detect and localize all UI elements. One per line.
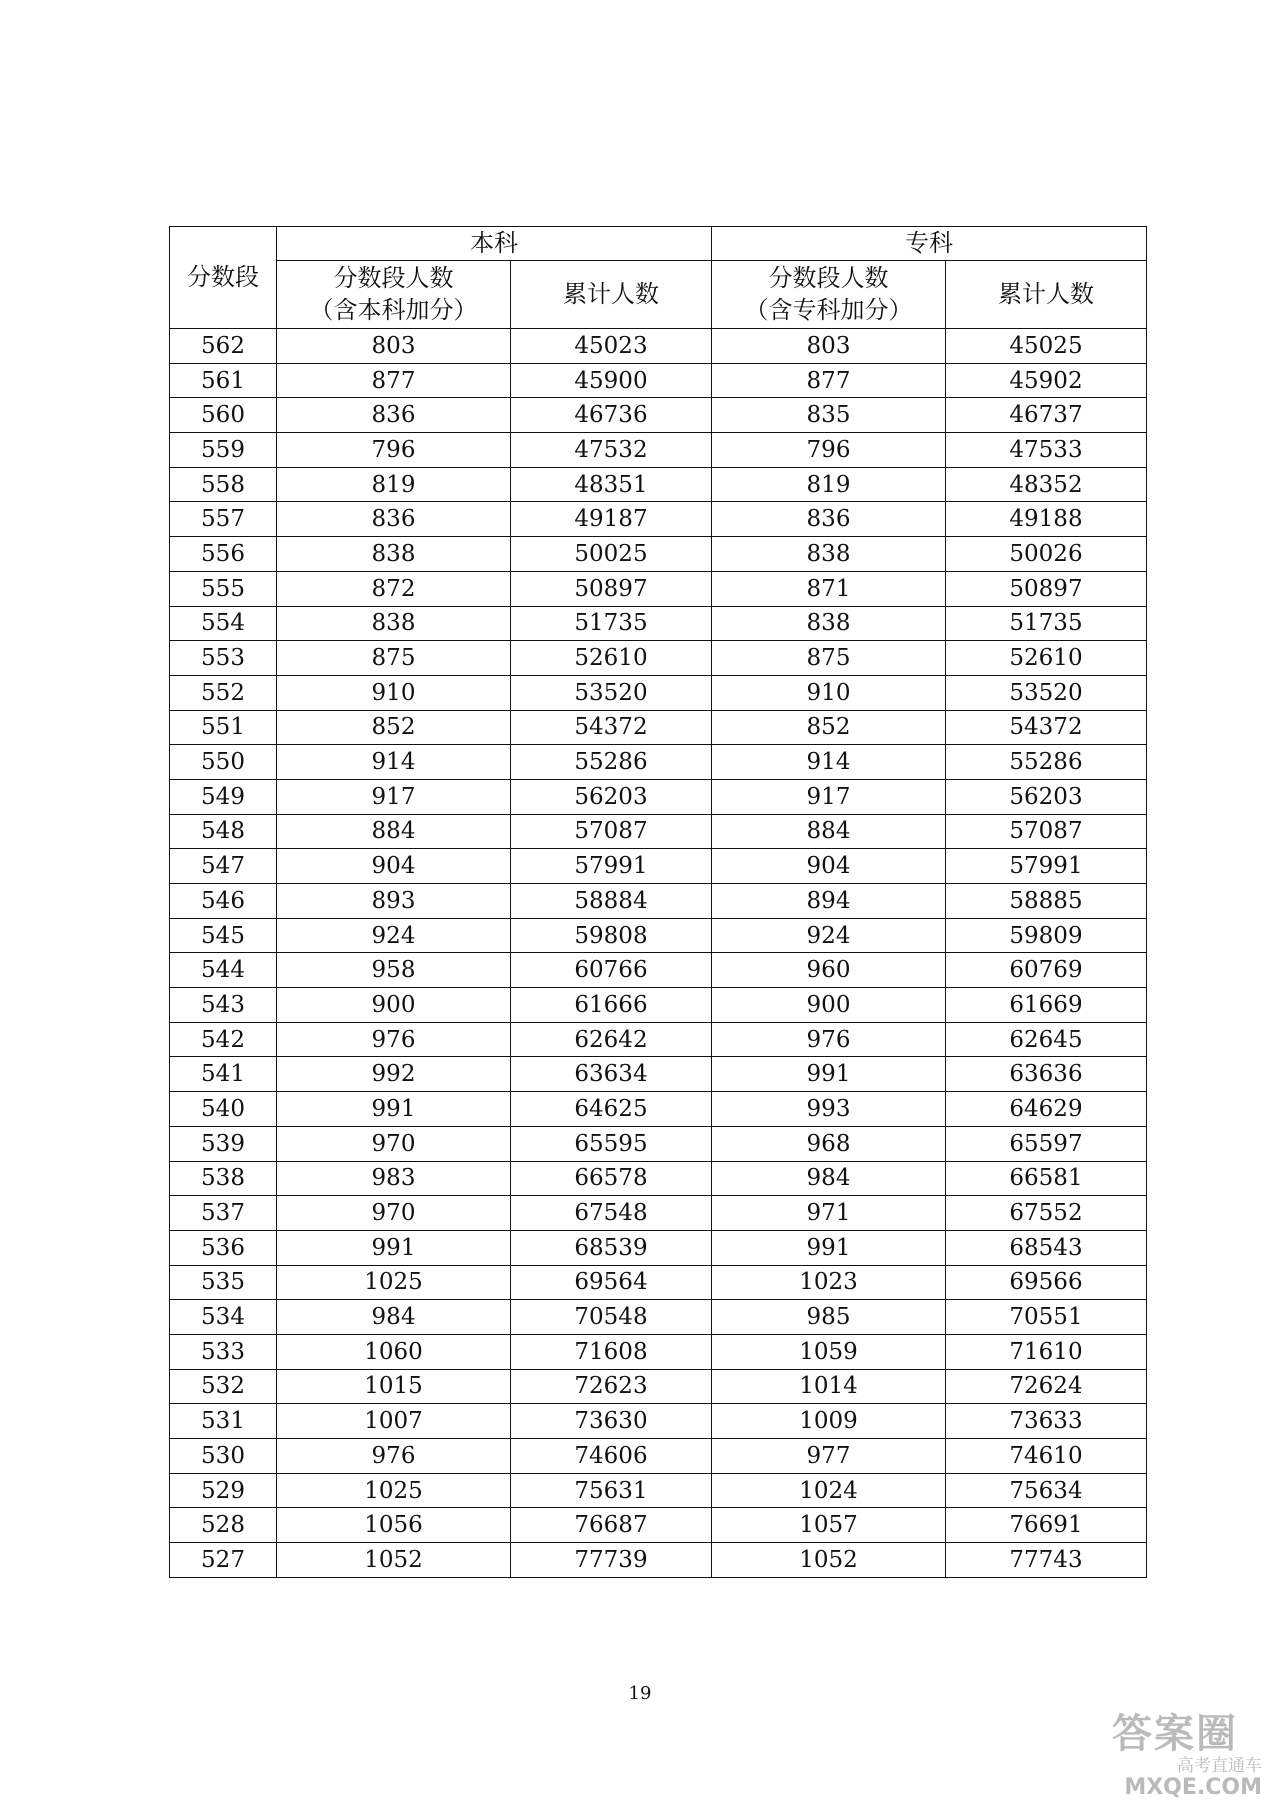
score-cell: 535 bbox=[170, 1265, 277, 1300]
benke-count-cell: 1025 bbox=[277, 1473, 511, 1508]
score-cell: 530 bbox=[170, 1439, 277, 1474]
benke-count-cell: 796 bbox=[277, 433, 511, 468]
benke-cumulative-cell: 76687 bbox=[511, 1508, 712, 1543]
score-cell: 550 bbox=[170, 745, 277, 780]
score-cell: 553 bbox=[170, 641, 277, 676]
zhuanke-cumulative-cell: 73633 bbox=[946, 1404, 1147, 1439]
zhuanke-count-cell: 852 bbox=[712, 710, 946, 745]
zhuanke-cumulative-cell: 72624 bbox=[946, 1369, 1147, 1404]
table-row bbox=[170, 1473, 1147, 1508]
zhuanke-count-header bbox=[712, 261, 946, 329]
score-cell: 548 bbox=[170, 814, 277, 849]
score-cell: 529 bbox=[170, 1473, 277, 1508]
zhuanke-cumulative-cell: 47533 bbox=[946, 433, 1147, 468]
score-cell: 540 bbox=[170, 1092, 277, 1127]
table-row bbox=[170, 1092, 1147, 1127]
table-row bbox=[170, 814, 1147, 849]
zhuanke-count-cell: 991 bbox=[712, 1057, 946, 1092]
zhuanke-cumulative-cell: 77743 bbox=[946, 1543, 1147, 1578]
zhuanke-count-cell: 971 bbox=[712, 1196, 946, 1231]
zhuanke-count-header-line2: （含专科加分） bbox=[744, 295, 913, 324]
benke-cumulative-cell: 50897 bbox=[511, 571, 712, 606]
benke-cumulative-cell: 67548 bbox=[511, 1196, 712, 1231]
benke-count-cell: 893 bbox=[277, 884, 511, 919]
score-cell: 532 bbox=[170, 1369, 277, 1404]
score-cell: 542 bbox=[170, 1022, 277, 1057]
score-cell: 545 bbox=[170, 918, 277, 953]
benke-cumulative-cell: 74606 bbox=[511, 1439, 712, 1474]
zhuanke-cumulative-cell: 70551 bbox=[946, 1300, 1147, 1335]
benke-cumulative-cell: 68539 bbox=[511, 1230, 712, 1265]
score-cell: 551 bbox=[170, 710, 277, 745]
table-row bbox=[170, 849, 1147, 884]
benke-cumulative-header: 累计人数 bbox=[511, 261, 712, 329]
table-row bbox=[170, 1265, 1147, 1300]
zhuanke-cumulative-cell: 55286 bbox=[946, 745, 1147, 780]
zhuanke-cumulative-cell: 53520 bbox=[946, 675, 1147, 710]
table-header bbox=[170, 227, 1147, 329]
zhuanke-count-cell: 836 bbox=[712, 502, 946, 537]
zhuanke-count-cell: 877 bbox=[712, 363, 946, 398]
zhuanke-count-cell: 1052 bbox=[712, 1543, 946, 1578]
zhuanke-count-cell: 900 bbox=[712, 988, 946, 1023]
zhuanke-count-cell: 1009 bbox=[712, 1404, 946, 1439]
zhuanke-cumulative-cell: 74610 bbox=[946, 1439, 1147, 1474]
benke-count-cell: 852 bbox=[277, 710, 511, 745]
benke-cumulative-cell: 56203 bbox=[511, 779, 712, 814]
benke-count-cell: 1015 bbox=[277, 1369, 511, 1404]
table-row bbox=[170, 745, 1147, 780]
benke-cumulative-cell: 54372 bbox=[511, 710, 712, 745]
table-row bbox=[170, 953, 1147, 988]
zhuanke-count-cell: 910 bbox=[712, 675, 946, 710]
table-row bbox=[170, 398, 1147, 433]
zhuanke-cumulative-cell: 56203 bbox=[946, 779, 1147, 814]
zhuanke-cumulative-cell: 51735 bbox=[946, 606, 1147, 641]
benke-count-cell: 872 bbox=[277, 571, 511, 606]
table-row bbox=[170, 1300, 1147, 1335]
zhuanke-group-header: 专科 bbox=[712, 227, 1147, 261]
score-cell: 533 bbox=[170, 1334, 277, 1369]
benke-cumulative-cell: 52610 bbox=[511, 641, 712, 676]
benke-count-cell: 1052 bbox=[277, 1543, 511, 1578]
benke-count-cell: 904 bbox=[277, 849, 511, 884]
watermark-subtitle: 高考直通车 bbox=[1177, 1756, 1262, 1776]
table-row bbox=[170, 1022, 1147, 1057]
benke-cumulative-cell: 63634 bbox=[511, 1057, 712, 1092]
benke-count-cell: 1007 bbox=[277, 1404, 511, 1439]
score-cell: 541 bbox=[170, 1057, 277, 1092]
benke-count-header bbox=[277, 261, 511, 329]
zhuanke-count-cell: 984 bbox=[712, 1161, 946, 1196]
score-cell: 534 bbox=[170, 1300, 277, 1335]
benke-count-cell: 970 bbox=[277, 1126, 511, 1161]
zhuanke-cumulative-cell: 61669 bbox=[946, 988, 1147, 1023]
benke-cumulative-cell: 57991 bbox=[511, 849, 712, 884]
benke-cumulative-cell: 58884 bbox=[511, 884, 712, 919]
zhuanke-cumulative-cell: 57087 bbox=[946, 814, 1147, 849]
zhuanke-count-cell: 1024 bbox=[712, 1473, 946, 1508]
score-cell: 561 bbox=[170, 363, 277, 398]
benke-cumulative-cell: 69564 bbox=[511, 1265, 712, 1300]
score-cell: 556 bbox=[170, 537, 277, 572]
benke-cumulative-cell: 62642 bbox=[511, 1022, 712, 1057]
benke-cumulative-cell: 59808 bbox=[511, 918, 712, 953]
table-row bbox=[170, 779, 1147, 814]
table-row bbox=[170, 1369, 1147, 1404]
score-cell: 557 bbox=[170, 502, 277, 537]
benke-cumulative-cell: 45900 bbox=[511, 363, 712, 398]
benke-cumulative-cell: 47532 bbox=[511, 433, 712, 468]
zhuanke-cumulative-cell: 59809 bbox=[946, 918, 1147, 953]
score-cell: 536 bbox=[170, 1230, 277, 1265]
zhuanke-count-cell: 1023 bbox=[712, 1265, 946, 1300]
score-cell: 562 bbox=[170, 329, 277, 364]
benke-count-cell: 992 bbox=[277, 1057, 511, 1092]
zhuanke-count-cell: 819 bbox=[712, 467, 946, 502]
table-row bbox=[170, 1439, 1147, 1474]
zhuanke-cumulative-cell: 57991 bbox=[946, 849, 1147, 884]
benke-count-cell: 976 bbox=[277, 1439, 511, 1474]
zhuanke-cumulative-cell: 65597 bbox=[946, 1126, 1147, 1161]
zhuanke-cumulative-cell: 66581 bbox=[946, 1161, 1147, 1196]
score-cell: 546 bbox=[170, 884, 277, 919]
zhuanke-cumulative-cell: 52610 bbox=[946, 641, 1147, 676]
zhuanke-count-cell: 796 bbox=[712, 433, 946, 468]
score-cell: 537 bbox=[170, 1196, 277, 1231]
zhuanke-count-cell: 904 bbox=[712, 849, 946, 884]
benke-cumulative-cell: 51735 bbox=[511, 606, 712, 641]
watermark-logo bbox=[1112, 1712, 1262, 1802]
zhuanke-count-cell: 977 bbox=[712, 1439, 946, 1474]
table-row bbox=[170, 606, 1147, 641]
zhuanke-count-cell: 875 bbox=[712, 641, 946, 676]
score-cell: 528 bbox=[170, 1508, 277, 1543]
benke-cumulative-cell: 71608 bbox=[511, 1334, 712, 1369]
table-row bbox=[170, 1057, 1147, 1092]
score-cell: 554 bbox=[170, 606, 277, 641]
zhuanke-count-header-line1: 分数段人数 bbox=[768, 264, 889, 293]
zhuanke-cumulative-cell: 68543 bbox=[946, 1230, 1147, 1265]
table-row bbox=[170, 1161, 1147, 1196]
zhuanke-cumulative-cell: 62645 bbox=[946, 1022, 1147, 1057]
table-row bbox=[170, 1543, 1147, 1578]
table-row bbox=[170, 1404, 1147, 1439]
score-cell: 558 bbox=[170, 467, 277, 502]
table-row bbox=[170, 502, 1147, 537]
zhuanke-cumulative-cell: 45025 bbox=[946, 329, 1147, 364]
benke-count-cell: 970 bbox=[277, 1196, 511, 1231]
zhuanke-cumulative-cell: 64629 bbox=[946, 1092, 1147, 1127]
zhuanke-cumulative-cell: 67552 bbox=[946, 1196, 1147, 1231]
zhuanke-cumulative-cell: 60769 bbox=[946, 953, 1147, 988]
benke-count-cell: 983 bbox=[277, 1161, 511, 1196]
benke-cumulative-cell: 64625 bbox=[511, 1092, 712, 1127]
score-cell: 549 bbox=[170, 779, 277, 814]
benke-cumulative-cell: 48351 bbox=[511, 467, 712, 502]
zhuanke-count-cell: 1014 bbox=[712, 1369, 946, 1404]
watermark-title: 答案圈 bbox=[1112, 1711, 1238, 1757]
zhuanke-count-cell: 803 bbox=[712, 329, 946, 364]
table-row bbox=[170, 641, 1147, 676]
zhuanke-count-cell: 1057 bbox=[712, 1508, 946, 1543]
zhuanke-count-cell: 991 bbox=[712, 1230, 946, 1265]
table-row bbox=[170, 363, 1147, 398]
benke-cumulative-cell: 49187 bbox=[511, 502, 712, 537]
score-table bbox=[169, 226, 1147, 1578]
benke-count-cell: 877 bbox=[277, 363, 511, 398]
benke-count-cell: 884 bbox=[277, 814, 511, 849]
benke-cumulative-cell: 45023 bbox=[511, 329, 712, 364]
table-row bbox=[170, 1230, 1147, 1265]
table-row bbox=[170, 710, 1147, 745]
table-row bbox=[170, 1126, 1147, 1161]
score-cell: 544 bbox=[170, 953, 277, 988]
zhuanke-cumulative-cell: 63636 bbox=[946, 1057, 1147, 1092]
benke-count-cell: 836 bbox=[277, 502, 511, 537]
benke-count-header-line1: 分数段人数 bbox=[333, 264, 454, 293]
benke-cumulative-cell: 60766 bbox=[511, 953, 712, 988]
watermark-url: MXQE.COM bbox=[1124, 1775, 1262, 1800]
benke-cumulative-cell: 77739 bbox=[511, 1543, 712, 1578]
benke-count-cell: 836 bbox=[277, 398, 511, 433]
table-row bbox=[170, 1196, 1147, 1231]
zhuanke-count-cell: 993 bbox=[712, 1092, 946, 1127]
zhuanke-count-cell: 835 bbox=[712, 398, 946, 433]
benke-cumulative-cell: 50025 bbox=[511, 537, 712, 572]
score-cell: 543 bbox=[170, 988, 277, 1023]
zhuanke-cumulative-cell: 76691 bbox=[946, 1508, 1147, 1543]
benke-count-cell: 900 bbox=[277, 988, 511, 1023]
table-body bbox=[170, 329, 1147, 1578]
benke-count-cell: 958 bbox=[277, 953, 511, 988]
benke-count-cell: 914 bbox=[277, 745, 511, 780]
zhuanke-cumulative-cell: 69566 bbox=[946, 1265, 1147, 1300]
zhuanke-cumulative-cell: 54372 bbox=[946, 710, 1147, 745]
zhuanke-count-cell: 985 bbox=[712, 1300, 946, 1335]
score-cell: 559 bbox=[170, 433, 277, 468]
table-row bbox=[170, 467, 1147, 502]
score-cell: 531 bbox=[170, 1404, 277, 1439]
benke-cumulative-cell: 46736 bbox=[511, 398, 712, 433]
zhuanke-count-cell: 894 bbox=[712, 884, 946, 919]
score-cell: 555 bbox=[170, 571, 277, 606]
page-number: 19 bbox=[628, 1683, 652, 1704]
table-row bbox=[170, 571, 1147, 606]
table-row bbox=[170, 918, 1147, 953]
score-column-header: 分数段 bbox=[170, 227, 277, 329]
zhuanke-count-cell: 914 bbox=[712, 745, 946, 780]
benke-count-cell: 1056 bbox=[277, 1508, 511, 1543]
benke-count-cell: 917 bbox=[277, 779, 511, 814]
header-row-sub bbox=[170, 261, 1147, 329]
benke-cumulative-cell: 61666 bbox=[511, 988, 712, 1023]
zhuanke-count-cell: 968 bbox=[712, 1126, 946, 1161]
zhuanke-count-cell: 871 bbox=[712, 571, 946, 606]
benke-count-cell: 910 bbox=[277, 675, 511, 710]
table-row bbox=[170, 988, 1147, 1023]
zhuanke-count-cell: 838 bbox=[712, 537, 946, 572]
zhuanke-count-cell: 960 bbox=[712, 953, 946, 988]
score-cell: 547 bbox=[170, 849, 277, 884]
benke-cumulative-cell: 73630 bbox=[511, 1404, 712, 1439]
zhuanke-count-cell: 838 bbox=[712, 606, 946, 641]
benke-count-cell: 991 bbox=[277, 1092, 511, 1127]
benke-count-cell: 838 bbox=[277, 606, 511, 641]
zhuanke-count-cell: 976 bbox=[712, 1022, 946, 1057]
benke-count-cell: 991 bbox=[277, 1230, 511, 1265]
zhuanke-cumulative-cell: 46737 bbox=[946, 398, 1147, 433]
zhuanke-cumulative-cell: 50026 bbox=[946, 537, 1147, 572]
benke-cumulative-cell: 66578 bbox=[511, 1161, 712, 1196]
benke-count-cell: 1025 bbox=[277, 1265, 511, 1300]
table-row bbox=[170, 433, 1147, 468]
benke-count-cell: 838 bbox=[277, 537, 511, 572]
benke-count-cell: 924 bbox=[277, 918, 511, 953]
benke-cumulative-cell: 55286 bbox=[511, 745, 712, 780]
zhuanke-cumulative-cell: 71610 bbox=[946, 1334, 1147, 1369]
table-row bbox=[170, 329, 1147, 364]
score-cell: 538 bbox=[170, 1161, 277, 1196]
table-row bbox=[170, 1508, 1147, 1543]
zhuanke-count-cell: 884 bbox=[712, 814, 946, 849]
benke-count-cell: 819 bbox=[277, 467, 511, 502]
benke-group-header: 本科 bbox=[277, 227, 712, 261]
benke-count-cell: 976 bbox=[277, 1022, 511, 1057]
benke-cumulative-cell: 70548 bbox=[511, 1300, 712, 1335]
benke-count-cell: 803 bbox=[277, 329, 511, 364]
benke-cumulative-cell: 72623 bbox=[511, 1369, 712, 1404]
zhuanke-count-cell: 1059 bbox=[712, 1334, 946, 1369]
zhuanke-count-cell: 924 bbox=[712, 918, 946, 953]
table-row bbox=[170, 884, 1147, 919]
benke-cumulative-cell: 65595 bbox=[511, 1126, 712, 1161]
zhuanke-cumulative-cell: 49188 bbox=[946, 502, 1147, 537]
benke-cumulative-cell: 75631 bbox=[511, 1473, 712, 1508]
benke-count-cell: 875 bbox=[277, 641, 511, 676]
benke-cumulative-cell: 53520 bbox=[511, 675, 712, 710]
zhuanke-count-cell: 917 bbox=[712, 779, 946, 814]
zhuanke-cumulative-cell: 50897 bbox=[946, 571, 1147, 606]
table-row bbox=[170, 537, 1147, 572]
score-cell: 552 bbox=[170, 675, 277, 710]
score-cell: 527 bbox=[170, 1543, 277, 1578]
zhuanke-cumulative-cell: 58885 bbox=[946, 884, 1147, 919]
zhuanke-cumulative-cell: 45902 bbox=[946, 363, 1147, 398]
table-row bbox=[170, 1334, 1147, 1369]
score-cell: 560 bbox=[170, 398, 277, 433]
zhuanke-cumulative-header: 累计人数 bbox=[946, 261, 1147, 329]
score-cell: 539 bbox=[170, 1126, 277, 1161]
zhuanke-cumulative-cell: 75634 bbox=[946, 1473, 1147, 1508]
benke-count-header-line2: （含本科加分） bbox=[309, 295, 478, 324]
header-row-top bbox=[170, 227, 1147, 261]
zhuanke-cumulative-cell: 48352 bbox=[946, 467, 1147, 502]
table-row bbox=[170, 675, 1147, 710]
benke-count-cell: 1060 bbox=[277, 1334, 511, 1369]
benke-cumulative-cell: 57087 bbox=[511, 814, 712, 849]
benke-count-cell: 984 bbox=[277, 1300, 511, 1335]
